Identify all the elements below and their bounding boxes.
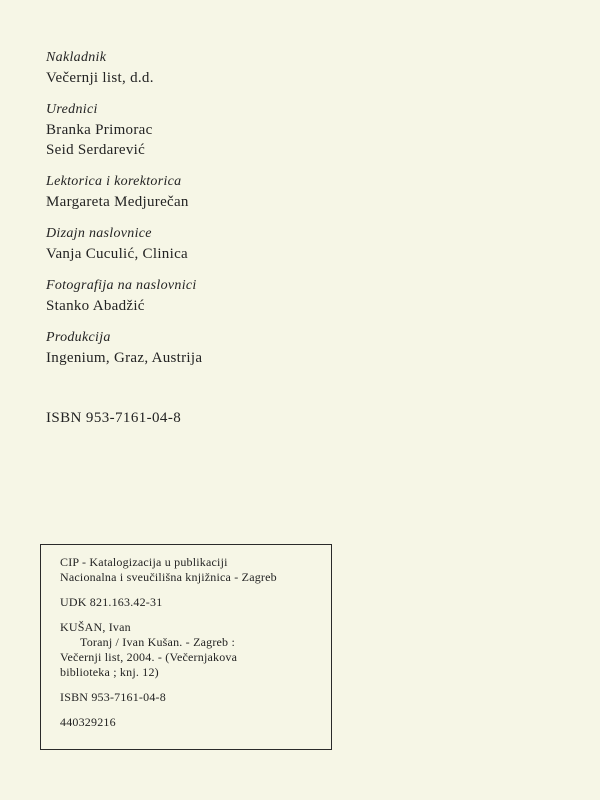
isbn-number: ISBN 953-7161-04-8	[46, 410, 182, 426]
cip-author: KUŠAN, Ivan	[60, 620, 131, 634]
cip-isbn: ISBN 953-7161-04-8	[60, 690, 166, 704]
credit-role: Lektorica i korektorica	[46, 174, 182, 189]
cip-series-line: biblioteka ; knj. 12)	[60, 665, 159, 679]
cip-id-number: 440329216	[60, 715, 116, 729]
credit-name: Branka Primorac	[46, 122, 153, 138]
credit-role: Nakladnik	[46, 50, 107, 65]
cip-publication-line: Večernji list, 2004. - (Večernjakova	[60, 650, 238, 664]
credits-list	[46, 48, 506, 380]
cip-title-line: Toranj / Ivan Kušan. - Zagreb :	[80, 635, 235, 649]
credit-name: Stanko Abadžić	[46, 298, 145, 314]
credit-role: Produkcija	[46, 330, 111, 345]
credit-name: Večernji list, d.d.	[46, 70, 154, 86]
credit-proofreader	[46, 172, 506, 212]
credit-production	[46, 328, 506, 368]
credit-cover-design	[46, 224, 506, 264]
cip-udk: UDK 821.163.42-31	[60, 595, 163, 609]
credit-name: Margareta Medjurečan	[46, 194, 189, 210]
credit-editors	[46, 100, 506, 160]
cip-header-line: Nacionalna i sveučilišna knjižnica - Zagreb	[60, 570, 277, 584]
cip-header-line: CIP - Katalogizacija u publikaciji	[60, 555, 228, 569]
credit-role: Fotografija na naslovnici	[46, 278, 197, 293]
credit-name: Vanja Cuculić, Clinica	[46, 246, 188, 262]
credit-cover-photo	[46, 276, 506, 316]
cip-record-box	[40, 544, 332, 750]
credit-role: Dizajn naslovnice	[46, 226, 152, 241]
credit-role: Urednici	[46, 102, 98, 117]
credit-name: Seid Serdarević	[46, 142, 146, 158]
credit-name: Ingenium, Graz, Austrija	[46, 350, 203, 366]
credit-publisher	[46, 48, 506, 88]
